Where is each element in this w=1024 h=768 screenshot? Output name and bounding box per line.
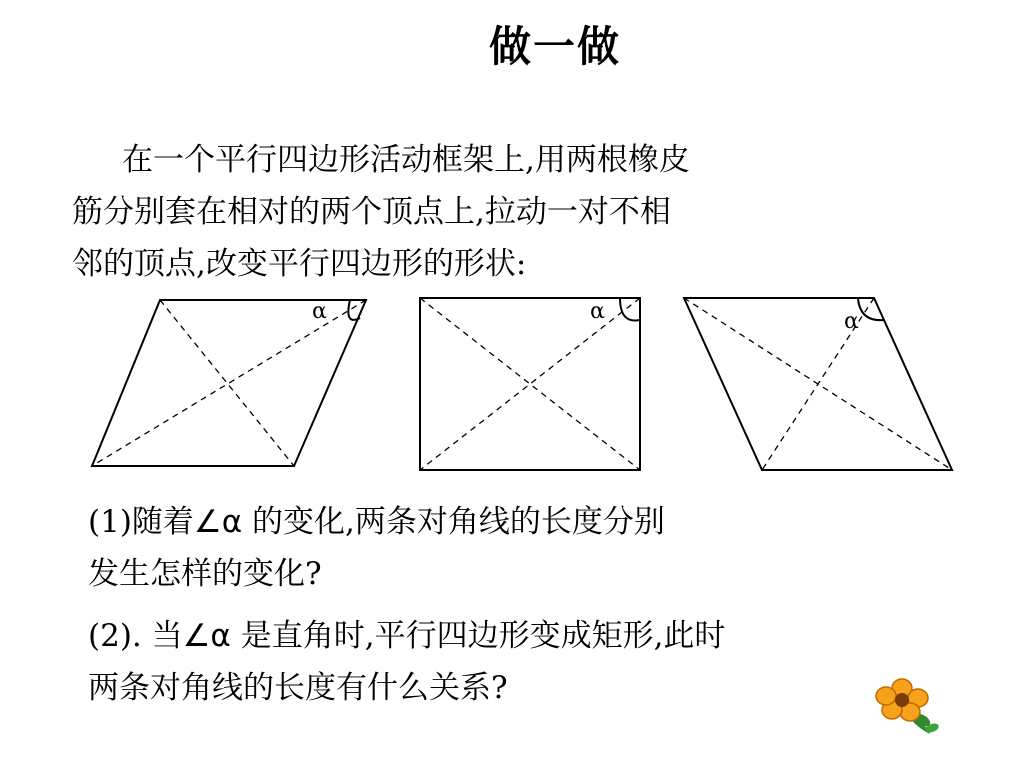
figure-2-diagonal-a	[420, 298, 640, 470]
question-1-line-1	[88, 496, 665, 548]
parallelogram-figures	[88, 290, 968, 480]
question-2	[88, 610, 725, 714]
question-1-angle: ∠α	[193, 504, 243, 540]
question-2-prefix: (2). 当	[88, 618, 183, 654]
figure-2-diagonal-b	[420, 298, 640, 470]
figure-rectangle	[420, 298, 640, 470]
figure-parallelogram-right	[92, 299, 366, 466]
figure-2-outline	[420, 298, 640, 470]
question-1-suffix: 的变化,两条对角线的长度分别	[252, 504, 665, 540]
question-2-suffix: 是直角时,平行四边形变成矩形,此时	[240, 618, 726, 654]
figure-2-alpha-label: α	[590, 299, 605, 324]
question-1	[88, 496, 665, 600]
figure-1-diagonal-a	[160, 300, 294, 466]
flower-center	[895, 693, 909, 707]
figure-2-angle-arc	[620, 298, 640, 321]
intro-line-2: 筋分别套在相对的两个顶点上,拉动一对不相	[72, 194, 671, 230]
slide-title: 做一做	[488, 22, 621, 71]
figure-parallelogram-left	[684, 298, 952, 470]
question-1-prefix: (1)随着	[88, 504, 194, 540]
intro-paragraph	[72, 134, 892, 290]
question-2-angle: ∠α	[182, 618, 231, 654]
figure-3-alpha-label: α	[844, 309, 859, 334]
question-2-line-1	[88, 610, 725, 662]
flower-icon	[872, 676, 942, 738]
intro-line-1: 在一个平行四边形活动框架上,用两根橡皮	[122, 142, 690, 178]
figure-1-diagonal-b	[92, 300, 366, 466]
question-2-line-2: 两条对角线的长度有什么关系?	[88, 670, 508, 706]
figure-1-alpha-label: α	[312, 299, 327, 324]
question-1-line-2: 发生怎样的变化?	[88, 556, 322, 592]
intro-line-3: 邻的顶点,改变平行四边形的形状:	[72, 246, 527, 282]
